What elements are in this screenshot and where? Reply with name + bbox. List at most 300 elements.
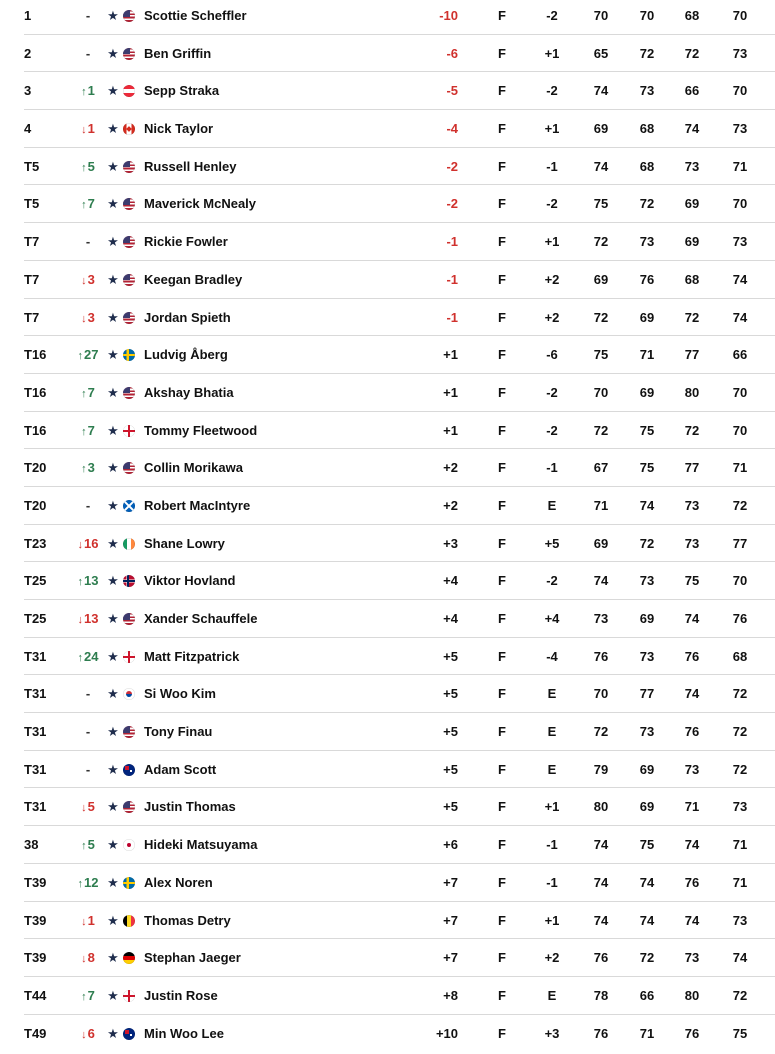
round-3-score: 73 xyxy=(684,950,700,966)
country-flag xyxy=(123,261,137,299)
country-flag xyxy=(123,902,137,940)
leaderboard-row[interactable] xyxy=(24,751,775,789)
round-1-score: 67 xyxy=(593,460,609,476)
to-par: -1 xyxy=(446,271,458,287)
position-change-value: 24 xyxy=(84,648,99,664)
player-name[interactable]: Maverick McNealy xyxy=(144,196,257,212)
player-name[interactable]: Scottie Scheffler xyxy=(144,8,247,23)
today-score: -2 xyxy=(546,422,558,438)
leaderboard-row[interactable] xyxy=(24,487,775,525)
round-2-score: 72 xyxy=(639,45,655,61)
thru: F xyxy=(498,347,506,363)
player-name[interactable]: Ben Griffin xyxy=(144,45,212,61)
round-2-score: 76 xyxy=(639,271,655,287)
player-name[interactable]: Sepp Straka xyxy=(144,83,220,99)
leaderboard-row[interactable] xyxy=(24,1015,775,1053)
thru: F xyxy=(498,460,506,476)
player-name[interactable]: Russell Henley xyxy=(144,158,237,174)
position-change-value: - xyxy=(85,724,91,740)
position-change xyxy=(68,713,108,751)
country-flag xyxy=(123,336,137,374)
leaderboard-row[interactable] xyxy=(24,449,775,487)
country-flag xyxy=(123,826,137,864)
position-change-value: 1 xyxy=(87,83,95,99)
leaderboard-row[interactable] xyxy=(24,299,775,337)
thru: F xyxy=(498,8,506,23)
today-score: -1 xyxy=(546,837,558,853)
round-3-score: 74 xyxy=(684,611,700,626)
round-2-score: 69 xyxy=(639,761,655,777)
country-flag xyxy=(123,562,137,600)
round-2-score: 69 xyxy=(639,384,655,400)
round-3-score: 74 xyxy=(684,686,700,702)
today-score: -2 xyxy=(546,196,558,212)
favorite-star-icon[interactable]: ★ xyxy=(107,497,119,513)
position-change xyxy=(68,826,108,864)
up-arrow-icon: ↑ xyxy=(81,161,87,174)
round-2-score: 73 xyxy=(639,83,655,99)
thru: F xyxy=(498,874,506,890)
down-arrow-icon: ↓ xyxy=(77,538,84,551)
kor-flag-icon xyxy=(123,688,135,700)
leaderboard-row[interactable] xyxy=(24,638,775,676)
favorite-star-icon[interactable]: ★ xyxy=(107,8,119,23)
leaderboard-row[interactable] xyxy=(24,374,775,412)
to-par: -10 xyxy=(439,8,458,23)
favorite-star-icon[interactable]: ★ xyxy=(107,158,119,174)
round-2-score: 74 xyxy=(639,912,655,928)
position-change-value: - xyxy=(85,8,91,23)
player-name[interactable]: Matt Fitzpatrick xyxy=(144,648,240,664)
round-4-score: 71 xyxy=(732,460,748,476)
position-change-value: 13 xyxy=(84,573,99,589)
favorite-star-icon[interactable]: ★ xyxy=(107,271,119,287)
position-change xyxy=(68,562,108,600)
round-2-score: 71 xyxy=(639,347,655,363)
favorite-star-icon[interactable]: ★ xyxy=(107,309,119,325)
favorite-star-icon[interactable]: ★ xyxy=(107,121,119,137)
favorite-star-icon[interactable]: ★ xyxy=(107,837,119,853)
player-name[interactable]: Si Woo Kim xyxy=(144,686,216,702)
thru: F xyxy=(498,724,506,740)
round-4-score: 74 xyxy=(732,271,748,287)
favorite-star-icon[interactable]: ★ xyxy=(107,384,119,400)
thru: F xyxy=(498,83,506,99)
round-1-score: 74 xyxy=(593,912,609,928)
player-name[interactable]: Viktor Hovland xyxy=(144,573,236,589)
player-name[interactable]: Robert MacIntyre xyxy=(144,497,251,513)
round-3-score: 69 xyxy=(684,196,700,212)
player-name[interactable]: Tommy Fleetwood xyxy=(144,422,258,438)
favorite-star-icon[interactable]: ★ xyxy=(107,912,119,928)
up-arrow-icon: ↑ xyxy=(81,387,87,400)
position: T31 xyxy=(24,724,47,740)
leaderboard-row[interactable] xyxy=(24,72,775,110)
position-change xyxy=(68,299,108,337)
thru: F xyxy=(498,1025,506,1041)
player-name[interactable]: Tony Finau xyxy=(144,724,213,740)
country-flag xyxy=(123,374,137,412)
leaderboard-row[interactable] xyxy=(24,562,775,600)
thru: F xyxy=(498,987,506,1003)
round-4-score: 73 xyxy=(732,121,748,137)
round-3-score: 72 xyxy=(684,45,700,61)
favorite-star-icon[interactable]: ★ xyxy=(107,573,119,589)
to-par: +2 xyxy=(443,460,458,476)
round-2-score: 70 xyxy=(639,8,655,23)
round-4-score: 70 xyxy=(732,422,748,438)
to-par: +3 xyxy=(443,535,458,551)
thru: F xyxy=(498,535,506,551)
player-name[interactable]: Akshay Bhatia xyxy=(144,384,234,400)
today-score: +1 xyxy=(544,799,560,815)
to-par: -1 xyxy=(446,234,458,250)
round-2-score: 74 xyxy=(639,874,655,890)
position-change xyxy=(68,939,108,977)
player-name[interactable]: Justin Thomas xyxy=(144,799,236,815)
round-4-score: 73 xyxy=(732,45,748,61)
today-score: +3 xyxy=(544,1025,560,1041)
position-change xyxy=(68,261,108,299)
leaderboard-row[interactable] xyxy=(24,713,775,751)
round-3-score: 76 xyxy=(684,874,700,890)
round-3-score: 77 xyxy=(684,460,700,476)
to-par: +5 xyxy=(443,799,458,815)
round-2-score: 73 xyxy=(639,648,655,664)
up-arrow-icon: ↑ xyxy=(81,840,87,853)
player-name[interactable]: Ludvig Åberg xyxy=(144,347,228,363)
thru: F xyxy=(498,837,506,853)
position-change xyxy=(68,977,108,1015)
round-1-score: 80 xyxy=(593,799,609,815)
position: T39 xyxy=(24,950,47,966)
country-flag xyxy=(123,751,137,789)
leaderboard-row[interactable] xyxy=(24,675,775,713)
position: T25 xyxy=(24,573,47,589)
position-change-value: - xyxy=(85,686,91,702)
round-4-score: 75 xyxy=(732,1025,748,1041)
round-1-score: 72 xyxy=(593,724,609,740)
position-change-value: 1 xyxy=(87,912,95,928)
up-arrow-icon: ↑ xyxy=(81,86,87,99)
favorite-star-icon[interactable]: ★ xyxy=(107,648,119,664)
round-2-score: 68 xyxy=(639,158,655,174)
leaderboard-row[interactable] xyxy=(24,788,775,826)
thru: F xyxy=(498,271,506,287)
position-change-value: 5 xyxy=(87,837,95,853)
usa-flag-icon xyxy=(123,198,135,210)
thru: F xyxy=(498,950,506,966)
leaderboard-row[interactable] xyxy=(24,0,775,35)
leaderboard-row[interactable] xyxy=(24,412,775,450)
thru: F xyxy=(498,196,506,212)
today-score: E xyxy=(547,987,557,1003)
country-flag xyxy=(123,110,137,148)
favorite-star-icon[interactable]: ★ xyxy=(107,460,119,476)
position-change-value: 27 xyxy=(84,347,99,363)
country-flag xyxy=(123,449,137,487)
round-3-score: 76 xyxy=(684,648,700,664)
player-name[interactable]: Keegan Bradley xyxy=(144,271,243,287)
can-flag-icon xyxy=(123,123,135,135)
favorite-star-icon[interactable]: ★ xyxy=(107,422,119,438)
country-flag xyxy=(123,35,137,73)
up-arrow-icon: ↑ xyxy=(81,425,87,438)
usa-flag-icon xyxy=(123,274,135,286)
round-3-score: 77 xyxy=(684,347,700,363)
thru: F xyxy=(498,686,506,702)
round-3-score: 74 xyxy=(684,837,700,853)
favorite-star-icon[interactable]: ★ xyxy=(107,950,119,966)
usa-flag-icon xyxy=(123,613,135,625)
position: T39 xyxy=(24,912,47,928)
position: T5 xyxy=(24,196,40,212)
round-4-score: 70 xyxy=(732,384,748,400)
round-3-score: 73 xyxy=(684,535,700,551)
favorite-star-icon[interactable]: ★ xyxy=(107,45,119,61)
aus-flag-icon xyxy=(123,1028,135,1040)
to-par: +1 xyxy=(443,347,458,363)
round-4-score: 74 xyxy=(732,950,748,966)
ger-flag-icon xyxy=(123,952,135,964)
thru: F xyxy=(498,422,506,438)
player-name[interactable]: Alex Noren xyxy=(144,874,213,890)
eng-flag-icon xyxy=(123,425,135,437)
position: T31 xyxy=(24,648,47,664)
round-1-score: 78 xyxy=(593,987,609,1003)
today-score: -2 xyxy=(546,573,558,589)
position-change xyxy=(68,449,108,487)
favorite-star-icon[interactable]: ★ xyxy=(107,987,119,1003)
round-4-score: 71 xyxy=(732,874,748,890)
round-1-score: 74 xyxy=(593,83,609,99)
to-par: -2 xyxy=(446,196,458,212)
round-3-score: 72 xyxy=(684,422,700,438)
today-score: E xyxy=(547,761,557,777)
leaderboard-row[interactable] xyxy=(24,336,775,374)
position: T7 xyxy=(24,234,40,250)
round-1-score: 65 xyxy=(593,45,609,61)
leaderboard-row[interactable] xyxy=(24,826,775,864)
leaderboard-row[interactable] xyxy=(24,977,775,1015)
position-change xyxy=(68,412,108,450)
round-1-score: 72 xyxy=(593,309,609,325)
position-change xyxy=(68,72,108,110)
thru: F xyxy=(498,799,506,815)
player-name[interactable]: Thomas Detry xyxy=(144,912,231,928)
player-name[interactable]: Jordan Spieth xyxy=(144,309,231,325)
favorite-star-icon[interactable]: ★ xyxy=(107,347,119,363)
to-par: +4 xyxy=(443,573,458,589)
position: 1 xyxy=(24,8,32,23)
to-par: +10 xyxy=(435,1025,458,1041)
round-4-score: 73 xyxy=(732,799,748,815)
round-2-score: 66 xyxy=(639,987,655,1003)
to-par: +7 xyxy=(443,950,458,966)
leaderboard-row[interactable] xyxy=(24,939,775,977)
to-par: +1 xyxy=(443,422,458,438)
to-par: +8 xyxy=(443,987,458,1003)
favorite-star-icon[interactable]: ★ xyxy=(107,611,119,626)
leaderboard-row[interactable] xyxy=(24,223,775,261)
favorite-star-icon[interactable]: ★ xyxy=(107,1025,119,1041)
position-change-value: 12 xyxy=(84,874,99,890)
position-change xyxy=(68,185,108,223)
country-flag xyxy=(123,1015,137,1053)
position-change-value: 7 xyxy=(87,196,95,212)
country-flag xyxy=(123,299,137,337)
position-change-value: 5 xyxy=(87,799,95,815)
position-change xyxy=(68,638,108,676)
to-par: +5 xyxy=(443,724,458,740)
position-change-value: - xyxy=(85,761,91,777)
bel-flag-icon xyxy=(123,915,135,927)
eng-flag-icon xyxy=(123,990,135,1002)
to-par: +5 xyxy=(443,686,458,702)
position: T7 xyxy=(24,271,40,287)
round-2-score: 73 xyxy=(639,573,655,589)
round-2-score: 73 xyxy=(639,234,655,250)
today-score: -2 xyxy=(546,384,558,400)
to-par: +7 xyxy=(443,912,458,928)
country-flag xyxy=(123,977,137,1015)
leaderboard-row[interactable] xyxy=(24,261,775,299)
today-score: -1 xyxy=(546,158,558,174)
thru: F xyxy=(498,497,506,513)
leaderboard-row[interactable] xyxy=(24,525,775,563)
down-arrow-icon: ↓ xyxy=(77,614,84,626)
position-change xyxy=(68,600,108,638)
player-name[interactable]: Rickie Fowler xyxy=(144,234,228,250)
player-name[interactable]: Xander Schauffele xyxy=(144,611,258,626)
today-score: E xyxy=(547,686,557,702)
player-name[interactable]: Adam Scott xyxy=(144,761,217,777)
today-score: -6 xyxy=(546,347,558,363)
player-name[interactable]: Nick Taylor xyxy=(144,121,214,137)
to-par: +1 xyxy=(443,384,458,400)
round-3-score: 68 xyxy=(684,271,700,287)
position-change xyxy=(68,0,108,35)
favorite-star-icon[interactable]: ★ xyxy=(107,535,119,551)
round-4-score: 72 xyxy=(732,987,748,1003)
sco-flag-icon xyxy=(123,500,135,512)
position-change xyxy=(68,751,108,789)
thru: F xyxy=(498,573,506,589)
position-change-value: 3 xyxy=(87,309,95,325)
favorite-star-icon[interactable]: ★ xyxy=(107,799,119,815)
leaderboard-row[interactable] xyxy=(24,185,775,223)
leaderboard-row[interactable] xyxy=(24,35,775,73)
leaderboard-row[interactable] xyxy=(24,864,775,902)
today-score: +1 xyxy=(544,45,560,61)
round-2-score: 73 xyxy=(639,724,655,740)
player-name[interactable]: Collin Morikawa xyxy=(144,460,243,476)
position: 38 xyxy=(24,837,39,853)
position-change-value: 1 xyxy=(87,121,95,137)
favorite-star-icon[interactable]: ★ xyxy=(107,761,119,777)
today-score: E xyxy=(547,497,557,513)
today-score: +2 xyxy=(544,271,560,287)
round-1-score: 74 xyxy=(593,837,609,853)
favorite-star-icon[interactable]: ★ xyxy=(107,83,119,99)
position: T39 xyxy=(24,874,47,890)
round-1-score: 72 xyxy=(593,234,609,250)
today-score: -1 xyxy=(546,874,558,890)
round-4-score: 71 xyxy=(732,837,748,853)
round-3-score: 74 xyxy=(684,121,700,137)
jpn-flag-icon xyxy=(123,839,135,851)
down-arrow-icon: ↓ xyxy=(81,915,87,928)
position-change xyxy=(68,864,108,902)
position-change-value: 7 xyxy=(87,384,95,400)
round-2-score: 69 xyxy=(639,611,655,626)
round-3-score: 68 xyxy=(684,8,700,23)
position-change xyxy=(68,1015,108,1053)
leaderboard-row[interactable] xyxy=(24,110,775,148)
down-arrow-icon: ↓ xyxy=(81,274,87,287)
round-4-score: 68 xyxy=(732,648,748,664)
position-change-value: 3 xyxy=(87,460,95,476)
round-2-score: 71 xyxy=(639,1025,655,1041)
position-change xyxy=(68,902,108,940)
country-flag xyxy=(123,864,137,902)
usa-flag-icon xyxy=(123,801,135,813)
today-score: +1 xyxy=(544,121,560,137)
thru: F xyxy=(498,309,506,325)
position: T20 xyxy=(24,497,47,513)
position-change-value: 7 xyxy=(87,987,95,1003)
player-name[interactable]: Shane Lowry xyxy=(144,535,225,551)
favorite-star-icon[interactable]: ★ xyxy=(107,724,119,740)
round-4-score: 72 xyxy=(732,761,748,777)
favorite-star-icon[interactable]: ★ xyxy=(107,874,119,890)
player-name[interactable]: Min Woo Lee xyxy=(144,1025,224,1041)
leaderboard-row[interactable] xyxy=(24,902,775,940)
leaderboard-row[interactable] xyxy=(24,148,775,186)
usa-flag-icon xyxy=(123,10,135,22)
position-change xyxy=(68,336,108,374)
round-1-score: 69 xyxy=(593,535,609,551)
swe-flag-icon xyxy=(123,349,135,361)
thru: F xyxy=(498,234,506,250)
round-3-score: 75 xyxy=(684,573,700,589)
country-flag xyxy=(123,600,137,638)
position-change xyxy=(68,487,108,525)
player-name[interactable]: Hideki Matsuyama xyxy=(144,837,258,853)
position-change-value: - xyxy=(85,234,91,250)
leaderboard-row[interactable] xyxy=(24,600,775,638)
favorite-star-icon[interactable]: ★ xyxy=(107,196,119,212)
position: T16 xyxy=(24,384,47,400)
round-1-score: 74 xyxy=(593,158,609,174)
position-change xyxy=(68,525,108,563)
player-name[interactable]: Stephan Jaeger xyxy=(144,950,241,966)
player-name[interactable]: Justin Rose xyxy=(144,987,218,1003)
round-2-score: 72 xyxy=(639,950,655,966)
round-4-score: 72 xyxy=(732,686,748,702)
favorite-star-icon[interactable]: ★ xyxy=(107,686,119,702)
up-arrow-icon: ↑ xyxy=(77,350,84,363)
favorite-star-icon[interactable]: ★ xyxy=(107,234,119,250)
to-par: +4 xyxy=(443,611,458,626)
nor-flag-icon xyxy=(123,575,135,587)
round-2-score: 69 xyxy=(639,309,655,325)
round-3-score: 80 xyxy=(684,987,700,1003)
thru: F xyxy=(498,384,506,400)
down-arrow-icon: ↓ xyxy=(81,953,87,966)
today-score: +1 xyxy=(544,912,560,928)
position-change-value: 8 xyxy=(87,950,95,966)
